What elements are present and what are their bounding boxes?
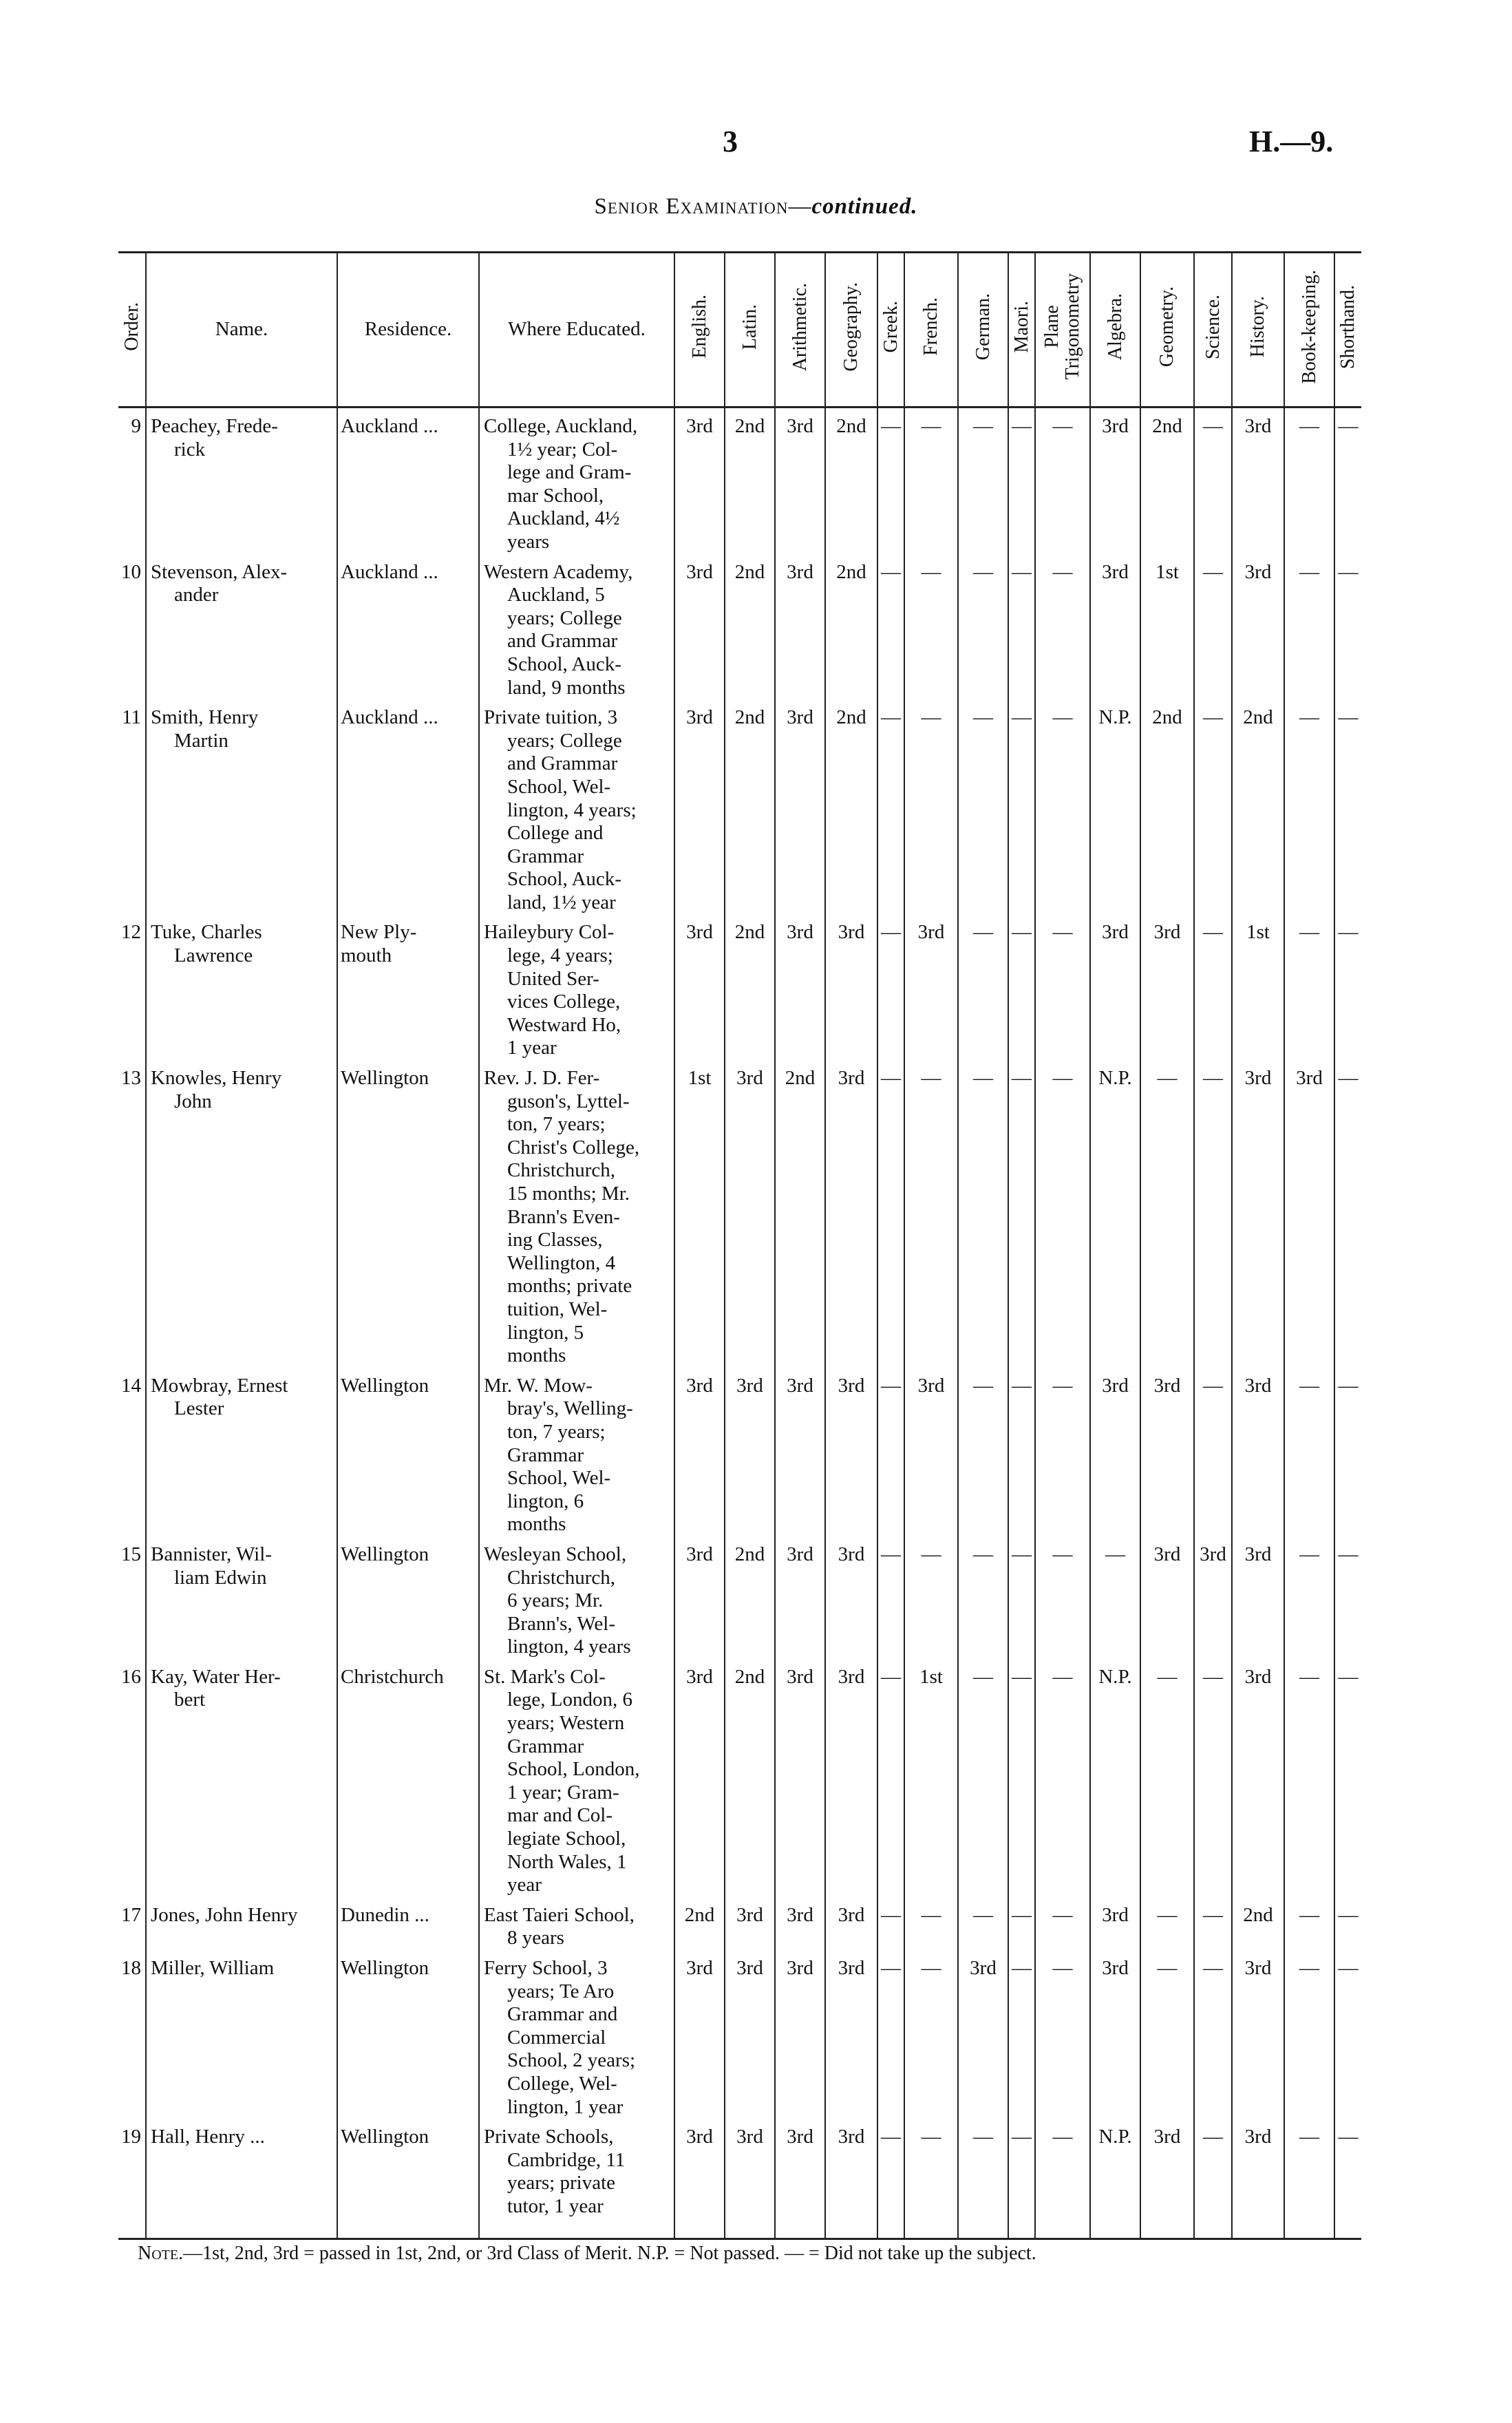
grade-cell: 2nd (825, 699, 877, 914)
grade-cell: 2nd (1140, 408, 1194, 554)
column-header-label: Where Educated. (508, 318, 646, 341)
grade-cell: — (877, 1950, 904, 2119)
page-reference: H.—9. (1249, 125, 1334, 158)
grade-cell: 1st (904, 1659, 958, 1897)
education-cell: Haileybury Col- lege, 4 years; United Ser- vices College, Westward Ho, 1 year (479, 914, 674, 1060)
grade-cell: 3rd (674, 2119, 725, 2239)
column-header-label: Latin. (738, 304, 760, 350)
education-cell: Mr. W. Mow- bray's, Welling- ton, 7 years; Grammar School, Wel- lington, 6 months (479, 1368, 674, 1536)
table-row (118, 408, 1361, 554)
grade-cell: 2nd (725, 914, 775, 1060)
grade-cell: — (958, 699, 1008, 914)
grade-cell: — (904, 1060, 958, 1368)
grade-cell: — (1284, 2119, 1334, 2239)
grade-cell: — (1334, 554, 1361, 700)
grade-cell: 3rd (1090, 1897, 1140, 1950)
column-header (1140, 253, 1194, 408)
column-header (1090, 253, 1140, 408)
column-header-label: Maori. (1010, 300, 1032, 353)
grade-cell: 3rd (904, 914, 958, 1060)
grade-cell: — (904, 554, 958, 700)
grade-cell: 3rd (775, 1536, 825, 1659)
education-cell: College, Auckland, 1½ year; Col- lege and Gram- mar School, Auckland, 4½ years (479, 408, 674, 554)
residence-cell: Auckland ... (337, 699, 479, 914)
order-cell: 16 (121, 1665, 141, 1688)
grade-cell: — (1035, 1659, 1090, 1897)
grade-cell: — (1008, 914, 1035, 1060)
grade-cell: 3rd (1284, 1060, 1334, 1368)
grade-cell: — (1284, 1368, 1334, 1536)
grade-cell: — (1008, 1060, 1035, 1368)
grade-cell: 2nd (725, 554, 775, 700)
note-label: Note. (138, 2243, 184, 2264)
residence-cell: Wellington (337, 2119, 479, 2239)
grade-cell: 3rd (1140, 1368, 1194, 1536)
grade-cell: — (1334, 2119, 1361, 2239)
grade-cell: 3rd (1232, 554, 1284, 700)
education-cell: Private Schools, Cambridge, 11 years; private tutor, 1 year (479, 2119, 674, 2239)
table-row (118, 1060, 1361, 1368)
name-cell: Mowbray, Ernest Lester (146, 1368, 337, 1536)
title-main: Senior Examination— (594, 194, 812, 219)
grade-cell: N.P. (1090, 1060, 1140, 1368)
grade-cell: 3rd (1232, 1950, 1284, 2119)
grade-cell: 3rd (775, 1659, 825, 1897)
grade-cell: — (1194, 554, 1232, 700)
grade-cell: — (877, 1536, 904, 1659)
grade-cell: 3rd (775, 554, 825, 700)
grade-cell: 3rd (775, 699, 825, 914)
column-header (904, 253, 958, 408)
grade-cell: — (1008, 2119, 1035, 2239)
column-header (825, 253, 877, 408)
column-header (674, 253, 725, 408)
grade-cell: 3rd (1232, 2119, 1284, 2239)
grade-cell: — (1035, 1536, 1090, 1659)
grade-cell: 3rd (775, 1897, 825, 1950)
grade-cell: — (1008, 1897, 1035, 1950)
grade-cell: — (1035, 1368, 1090, 1536)
column-header-label: Geometry. (1156, 286, 1178, 368)
grade-cell: 3rd (825, 1897, 877, 1950)
education-cell: East Taieri School, 8 years (479, 1897, 674, 1950)
order-cell: 13 (121, 1067, 141, 1090)
order-cell: 18 (121, 1957, 141, 1979)
grade-cell: 3rd (725, 1060, 775, 1368)
grade-cell: — (904, 699, 958, 914)
order-cell: 14 (121, 1374, 141, 1397)
order-cell: 17 (121, 1903, 141, 1926)
column-header-label: Order. (120, 302, 142, 352)
name-cell: Stevenson, Alex- ander (146, 554, 337, 700)
grade-cell: — (1284, 1659, 1334, 1897)
column-header (1035, 253, 1090, 408)
column-header-label: Name. (215, 318, 268, 341)
grade-cell: — (1284, 914, 1334, 1060)
grade-cell: 1st (674, 1060, 725, 1368)
column-header (958, 253, 1008, 408)
grade-cell: — (1284, 1897, 1334, 1950)
residence-cell: Wellington (337, 1536, 479, 1659)
grade-cell: 1st (1232, 914, 1284, 1060)
table-row (118, 699, 1361, 914)
grade-cell: — (958, 2119, 1008, 2239)
column-header (725, 253, 775, 408)
name-cell: Knowles, Henry John (146, 1060, 337, 1368)
grade-cell: 3rd (1090, 1368, 1140, 1536)
grade-cell: — (1194, 408, 1232, 554)
column-header-label: Plane Trigonometry (1041, 273, 1083, 380)
education-cell: Private tuition, 3 years; College and Grammar School, Wel- lington, 4 years; College and Grammar School, Auck- land, 1½ year (479, 699, 674, 914)
column-header (775, 253, 825, 408)
grade-cell: 3rd (825, 1659, 877, 1897)
education-cell: St. Mark's Col- lege, London, 6 years; Western Grammar School, London, 1 year; Gram- mar and Col- legiate School, North Wales, 1 year (479, 1659, 674, 1897)
column-header-label: Geography. (840, 282, 862, 372)
grade-cell: — (1194, 1659, 1232, 1897)
grade-cell: — (877, 2119, 904, 2239)
grade-cell: 2nd (825, 408, 877, 554)
residence-cell: Dunedin ... (337, 1897, 479, 1950)
title-continued: continued. (811, 194, 918, 219)
column-header-label: German. (972, 293, 994, 361)
column-header-label: English. (688, 295, 710, 359)
grade-cell: — (1008, 699, 1035, 914)
grade-cell: 3rd (904, 1368, 958, 1536)
grade-cell: 3rd (1090, 914, 1140, 1060)
grade-cell: 3rd (825, 1536, 877, 1659)
grade-cell: — (904, 1897, 958, 1950)
grade-cell: — (1194, 1950, 1232, 2119)
column-header-label: History. (1247, 296, 1268, 358)
grade-cell: — (877, 699, 904, 914)
grade-cell: — (1284, 699, 1334, 914)
column-header-label: Residence. (364, 318, 452, 341)
grade-cell: — (1334, 699, 1361, 914)
grade-cell: — (877, 914, 904, 1060)
grade-cell: 3rd (1090, 1950, 1140, 2119)
grade-cell: 3rd (674, 1659, 725, 1897)
table-row (118, 1950, 1361, 2119)
grade-cell: — (877, 1060, 904, 1368)
order-cell: 9 (131, 415, 141, 437)
table-row (118, 1659, 1361, 1897)
grade-cell: 3rd (1140, 914, 1194, 1060)
grade-cell: 2nd (1140, 699, 1194, 914)
column-header-label: Shorthand. (1337, 284, 1359, 369)
grade-cell: 3rd (674, 554, 725, 700)
page-title (0, 194, 1512, 220)
grade-cell: 3rd (674, 914, 725, 1060)
grade-cell: — (1284, 1950, 1334, 2119)
education-cell: Ferry School, 3 years; Te Aro Grammar and Commercial School, 2 years; College, Wel- lington, 1 year (479, 1950, 674, 2119)
grade-cell: — (958, 1368, 1008, 1536)
grade-cell: — (1334, 1536, 1361, 1659)
grade-cell: — (1194, 2119, 1232, 2239)
grade-cell: — (1008, 554, 1035, 700)
grade-cell: N.P. (1090, 1659, 1140, 1897)
grade-cell: — (1194, 699, 1232, 914)
grade-cell: 3rd (674, 1536, 725, 1659)
grade-cell: 3rd (725, 1950, 775, 2119)
column-header (877, 253, 904, 408)
grade-cell: 1st (1140, 554, 1194, 700)
footnote (138, 2243, 1036, 2265)
grade-cell: 3rd (825, 2119, 877, 2239)
grade-cell: — (904, 1950, 958, 2119)
grade-cell: — (1334, 1950, 1361, 2119)
column-header (1284, 253, 1334, 408)
grade-cell: 3rd (1090, 554, 1140, 700)
grade-cell: — (1334, 1368, 1361, 1536)
order-cell: 15 (121, 1543, 141, 1565)
grade-cell: — (1035, 699, 1090, 914)
grade-cell: 3rd (674, 1368, 725, 1536)
grade-cell: — (1194, 1060, 1232, 1368)
page-number: 3 (723, 125, 738, 158)
table-header (118, 253, 1361, 408)
grade-cell: 2nd (725, 699, 775, 914)
grade-cell: — (1008, 1659, 1035, 1897)
note-text: —1st, 2nd, 3rd = passed in 1st, 2nd, or 3rd Class of Merit. N.P. = Not passed. — = Did not take up the subject. (183, 2243, 1036, 2264)
column-header (1334, 253, 1361, 408)
name-cell: Hall, Henry ... (146, 2119, 337, 2239)
grade-cell: — (1284, 1536, 1334, 1659)
column-header-label: Science. (1202, 294, 1224, 359)
grade-cell: — (1334, 914, 1361, 1060)
residence-cell: Wellington (337, 1950, 479, 2119)
grade-cell: — (1090, 1536, 1140, 1659)
column-header (479, 253, 674, 408)
name-cell: Miller, William (146, 1950, 337, 2119)
grade-cell: 2nd (775, 1060, 825, 1368)
grade-cell: 3rd (674, 1950, 725, 2119)
grade-cell: — (904, 1536, 958, 1659)
grade-cell: 3rd (775, 914, 825, 1060)
column-header-label: Algebra. (1104, 293, 1126, 361)
grade-cell: 3rd (775, 1368, 825, 1536)
name-cell: Peachey, Frede- rick (146, 408, 337, 554)
grade-cell: — (1194, 1368, 1232, 1536)
grade-cell: 2nd (725, 408, 775, 554)
table-row (118, 2119, 1361, 2239)
grade-cell: 2nd (674, 1897, 725, 1950)
grade-cell: — (958, 554, 1008, 700)
name-cell: Bannister, Wil- liam Edwin (146, 1536, 337, 1659)
grade-cell: — (1194, 1897, 1232, 1950)
grade-cell: — (1008, 1536, 1035, 1659)
grade-cell: 3rd (1232, 1659, 1284, 1897)
grade-cell: — (877, 1897, 904, 1950)
results-table (118, 251, 1361, 2240)
grade-cell: 3rd (825, 1060, 877, 1368)
name-cell: Jones, John Henry (146, 1897, 337, 1950)
table-row (118, 554, 1361, 700)
grade-cell: 3rd (725, 1897, 775, 1950)
name-cell: Tuke, Charles Lawrence (146, 914, 337, 1060)
education-cell: Western Academy, Auckland, 5 years; College and Grammar School, Auck- land, 9 months (479, 554, 674, 700)
table-row (118, 1897, 1361, 1950)
table-row (118, 1536, 1361, 1659)
grade-cell: 3rd (958, 1950, 1008, 2119)
grade-cell: — (1035, 914, 1090, 1060)
grade-cell: 3rd (775, 1950, 825, 2119)
grade-cell: 3rd (1090, 408, 1140, 554)
column-header-label: French. (920, 297, 941, 357)
grade-cell: — (958, 1659, 1008, 1897)
grade-cell: 3rd (1232, 1536, 1284, 1659)
grade-cell: 3rd (674, 408, 725, 554)
grade-cell: 3rd (775, 408, 825, 554)
grade-cell: 3rd (1232, 1368, 1284, 1536)
grade-cell: — (958, 1060, 1008, 1368)
grade-cell: — (1334, 1060, 1361, 1368)
education-cell: Rev. J. D. Fer- guson's, Lyttel- ton, 7 years; Christ's College, Christchurch, 15 months; Mr. Brann's Even- ing Classes, Wellington, 4 months; private tuition, Wel- lington, 5 months (479, 1060, 674, 1368)
grade-cell: — (1035, 1897, 1090, 1950)
table-row (118, 1368, 1361, 1536)
grade-cell: — (1008, 1368, 1035, 1536)
order-cell: 11 (122, 706, 141, 729)
grade-cell: 3rd (725, 1368, 775, 1536)
grade-cell: — (1284, 408, 1334, 554)
order-cell: 19 (118, 2119, 146, 2239)
grade-cell: 3rd (825, 914, 877, 1060)
grade-cell: 2nd (1232, 1897, 1284, 1950)
residence-cell: Auckland ... (337, 408, 479, 554)
name-cell: Smith, Henry Martin (146, 699, 337, 914)
grade-cell: — (1008, 1950, 1035, 2119)
grade-cell: 3rd (1140, 1536, 1194, 1659)
grade-cell: — (1035, 2119, 1090, 2239)
column-header-label: Greek. (880, 301, 902, 353)
grade-cell: 3rd (674, 699, 725, 914)
grade-cell: — (1284, 554, 1334, 700)
grade-cell: — (958, 1536, 1008, 1659)
grade-cell: N.P. (1090, 2119, 1140, 2239)
grade-cell: N.P. (1090, 699, 1140, 914)
grade-cell: — (877, 554, 904, 700)
grade-cell: — (1140, 1659, 1194, 1897)
name-cell: Kay, Water Her- bert (146, 1659, 337, 1897)
table-row (118, 914, 1361, 1060)
column-header-label: Arithmetic. (789, 282, 811, 371)
grade-cell: — (1334, 1659, 1361, 1897)
grade-cell: 3rd (775, 2119, 825, 2239)
grade-cell: 2nd (825, 554, 877, 700)
grade-cell: 3rd (725, 2119, 775, 2239)
grade-cell: — (1035, 1060, 1090, 1368)
grade-cell: 3rd (1140, 2119, 1194, 2239)
residence-cell: Christchurch (337, 1659, 479, 1897)
grade-cell: — (1140, 1060, 1194, 1368)
grade-cell: — (1334, 1897, 1361, 1950)
grade-cell: 3rd (1194, 1536, 1232, 1659)
grade-cell: 2nd (1232, 699, 1284, 914)
grade-cell: — (1194, 914, 1232, 1060)
grade-cell: — (1035, 408, 1090, 554)
grade-cell: — (1140, 1897, 1194, 1950)
grade-cell: — (877, 1659, 904, 1897)
education-cell: Wesleyan School, Christchurch, 6 years; Mr. Brann's, Wel- lington, 4 years (479, 1536, 674, 1659)
grade-cell: 2nd (725, 1536, 775, 1659)
grade-cell: — (1008, 408, 1035, 554)
grade-cell: — (904, 2119, 958, 2239)
column-header (337, 253, 479, 408)
residence-cell: New Ply- mouth (337, 914, 479, 1060)
grade-cell: — (1035, 1950, 1090, 2119)
residence-cell: Auckland ... (337, 554, 479, 700)
grade-cell: 3rd (1232, 408, 1284, 554)
grade-cell: — (1035, 554, 1090, 700)
grade-cell: — (958, 914, 1008, 1060)
grade-cell: — (1334, 408, 1361, 554)
grade-cell: — (958, 408, 1008, 554)
column-header (1008, 253, 1035, 408)
residence-cell: Wellington (337, 1060, 479, 1368)
order-cell: 12 (121, 921, 141, 944)
grade-cell: 2nd (725, 1659, 775, 1897)
grade-cell: 3rd (1232, 1060, 1284, 1368)
grade-cell: — (877, 1368, 904, 1536)
grade-cell: 3rd (825, 1368, 877, 1536)
grade-cell: — (958, 1897, 1008, 1950)
order-cell: 10 (121, 560, 141, 583)
column-header-label: Book-keeping. (1298, 269, 1320, 384)
grade-cell: 3rd (825, 1950, 877, 2119)
grade-cell: — (877, 408, 904, 554)
column-header (1232, 253, 1284, 408)
grade-cell: — (904, 408, 958, 554)
grade-cell: — (1140, 1950, 1194, 2119)
residence-cell: Wellington (337, 1368, 479, 1536)
column-header (146, 253, 337, 408)
column-header (1194, 253, 1232, 408)
column-header (118, 253, 146, 408)
